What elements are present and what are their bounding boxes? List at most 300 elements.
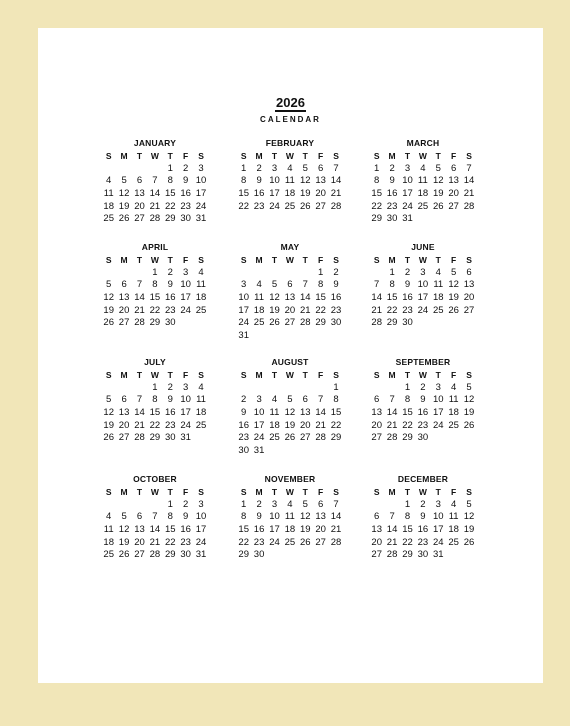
weekday-header: F [451,151,457,161]
day-cell: 29 [386,317,398,329]
day-grid [369,369,477,445]
day-cell: 24 [432,419,444,431]
day-cell: 18 [103,536,114,548]
day-cell: 10 [238,292,249,304]
day-cell: 13 [371,407,382,419]
day-cell: 27 [134,549,145,561]
day-cell: 21 [386,536,398,548]
day-cell: 16 [180,524,191,536]
weekday-header: T [404,370,411,380]
day-cell: 6 [121,394,127,406]
day-cell: 26 [463,419,475,431]
weekday-header: S [240,487,247,497]
day-cell: 13 [118,407,130,419]
day-cell: 17 [238,304,249,316]
day-cell: 29 [238,549,249,561]
day-cell: 20 [371,536,382,548]
month-name: DECEMBER [397,474,449,484]
weekday-header: M [255,370,263,380]
day-cell: 11 [448,394,459,406]
day-cell: 13 [315,511,326,523]
month-name: MAY [280,242,300,252]
day-grid [369,486,477,562]
day-cell: 21 [134,419,145,431]
empty-day-cell [313,382,328,395]
day-cell: 10 [432,394,444,406]
weekday-header: S [198,151,204,161]
day-cell: 4 [198,381,204,393]
day-cell: 6 [136,511,143,523]
day-cell: 2 [167,266,173,278]
day-cell: 6 [318,162,324,174]
day-cell: 31 [195,549,207,561]
day-cell: 29 [402,549,413,561]
weekday-header: M [388,370,396,380]
day-cell: 9 [420,511,426,523]
day-cell: 9 [183,511,189,523]
day-cell: 24 [180,419,191,431]
day-cell: 19 [299,524,311,536]
month-name: APRIL [141,242,169,252]
day-grid [236,486,344,562]
day-cell: 25 [103,213,114,225]
weekday-header: T [167,370,173,380]
day-cell: 29 [402,432,413,444]
day-cell: 5 [435,162,441,174]
day-cell: 14 [299,292,311,304]
day-cell: 17 [253,419,265,431]
day-cell: 24 [238,317,249,329]
day-cell: 28 [134,432,145,444]
day-cell: 21 [299,304,311,316]
day-cell: 23 [164,304,176,316]
day-cell: 13 [134,524,145,536]
day-cell: 16 [180,188,191,200]
day-cell: 19 [463,524,475,536]
day-cell: 15 [164,524,176,536]
day-cell: 7 [333,162,339,174]
month-march [369,138,477,226]
day-cell: 21 [149,536,161,548]
weekday-header: T [404,151,411,161]
day-cell: 8 [152,394,158,406]
day-cell: 15 [238,188,249,200]
day-cell: 25 [195,304,207,316]
day-cell: 10 [269,511,280,523]
day-cell: 2 [420,498,426,510]
day-cell: 8 [404,394,411,406]
day-cell: 16 [238,419,249,431]
day-cell: 11 [448,511,459,523]
day-cell: 28 [386,432,398,444]
day-cell: 6 [374,511,380,523]
day-cell: 1 [152,266,158,278]
day-cell: 10 [269,175,280,187]
day-cell: 5 [466,381,472,393]
day-cell: 28 [315,432,326,444]
day-cell: 23 [180,200,191,212]
day-cell: 13 [284,292,296,304]
day-cell: 29 [371,213,382,225]
empty-day-cell [298,267,313,280]
day-cell: 16 [164,292,176,304]
day-cell: 5 [302,162,308,174]
day-cell: 9 [167,279,173,291]
day-cell: 12 [118,188,130,200]
weekday-header: T [404,255,411,265]
day-cell: 12 [103,292,114,304]
weekday-header: T [271,255,278,265]
day-cell: 3 [435,381,441,393]
day-cell: 2 [241,394,247,406]
day-cell: 24 [402,200,413,212]
day-cell: 12 [448,279,459,291]
weekday-header: T [167,151,173,161]
day-cell: 18 [417,188,429,200]
day-cell: 10 [195,511,207,523]
day-cell: 1 [241,498,247,510]
day-cell: 16 [330,292,342,304]
day-cell: 19 [118,200,130,212]
day-cell: 13 [315,175,326,187]
day-cell: 23 [330,304,342,316]
empty-day-cell [101,163,116,176]
day-cell: 19 [118,536,130,548]
day-cell: 27 [315,536,326,548]
weekday-header: S [466,370,472,380]
day-cell: 12 [118,524,130,536]
day-cell: 18 [284,188,296,200]
day-cell: 23 [402,304,413,316]
day-cell: 20 [315,188,326,200]
day-cell: 21 [463,188,475,200]
weekday-header: T [167,255,173,265]
empty-day-cell [384,382,399,395]
weekday-header: S [466,487,472,497]
day-grid [236,150,344,213]
weekday-header: W [150,255,159,265]
weekday-header: W [418,370,427,380]
day-cell: 22 [164,536,176,548]
weekday-header: W [150,487,159,497]
weekday-header: S [105,255,112,265]
day-cell: 18 [448,524,459,536]
day-grid [101,369,209,445]
weekday-header: T [302,151,308,161]
day-cell: 3 [198,498,204,510]
day-cell: 2 [256,162,262,174]
day-cell: 21 [134,304,145,316]
day-cell: 19 [284,419,296,431]
month-name: JUNE [411,242,435,252]
empty-day-cell [236,382,251,395]
weekday-header: T [271,151,278,161]
weekday-header: S [198,255,204,265]
weekday-header: S [373,151,380,161]
day-cell: 20 [371,419,382,431]
empty-day-cell [251,382,266,395]
weekday-header: S [333,370,339,380]
month-august [236,357,344,458]
day-cell: 30 [164,432,176,444]
month-name: SEPTEMBER [395,357,451,367]
day-cell: 9 [333,279,339,291]
day-cell: 12 [284,407,296,419]
weekday-header: T [136,487,143,497]
day-cell: 8 [152,279,158,291]
day-cell: 23 [417,419,429,431]
day-cell: 15 [386,292,398,304]
day-cell: 12 [463,394,475,406]
empty-day-cell [132,499,147,512]
day-cell: 26 [463,536,475,548]
day-cell: 29 [330,432,342,444]
weekday-header: W [285,255,294,265]
day-cell: 26 [118,213,130,225]
weekday-header: T [271,487,278,497]
weekday-header: T [435,151,441,161]
empty-day-cell [236,267,251,280]
weekday-header: S [373,370,380,380]
day-cell: 7 [136,279,143,291]
day-cell: 20 [284,304,296,316]
weekday-header: T [271,370,278,380]
day-cell: 2 [420,381,426,393]
month-june [369,242,477,330]
day-cell: 26 [269,317,280,329]
day-cell: 3 [241,279,247,291]
weekday-header: F [183,255,189,265]
day-cell: 17 [402,188,413,200]
empty-day-cell [116,163,131,176]
day-cell: 19 [269,304,280,316]
day-cell: 7 [302,279,308,291]
day-cell: 5 [287,394,293,406]
month-december [369,474,477,562]
day-cell: 28 [149,549,161,561]
day-cell: 8 [318,279,324,291]
day-cell: 13 [299,407,311,419]
day-cell: 25 [269,432,280,444]
empty-day-cell [282,382,297,395]
day-cell: 1 [404,381,411,393]
day-cell: 22 [238,536,249,548]
day-cell: 10 [432,511,444,523]
day-cell: 7 [136,394,143,406]
day-cell: 16 [417,407,429,419]
day-cell: 20 [134,200,145,212]
weekday-header: T [404,487,411,497]
weekday-header: M [255,255,263,265]
day-cell: 16 [164,407,176,419]
month-april [101,242,209,330]
day-cell: 5 [451,266,457,278]
day-cell: 30 [386,213,398,225]
day-cell: 25 [417,200,429,212]
day-cell: 1 [374,162,380,174]
weekday-header: M [388,487,396,497]
day-cell: 1 [152,381,158,393]
day-cell: 24 [269,200,280,212]
day-cell: 10 [402,175,413,187]
day-cell: 19 [103,304,114,316]
day-cell: 8 [167,511,173,523]
day-cell: 11 [196,394,206,406]
empty-day-cell [147,499,162,512]
day-cell: 14 [330,175,342,187]
day-cell: 30 [238,445,249,457]
day-cell: 26 [299,200,311,212]
day-cell: 4 [271,394,278,406]
empty-day-cell [147,163,162,176]
day-cell: 15 [149,292,161,304]
day-cell: 15 [164,188,176,200]
day-cell: 29 [315,317,326,329]
day-cell: 31 [180,432,191,444]
weekday-header: T [435,255,441,265]
day-cell: 27 [284,317,296,329]
weekday-header: F [318,255,324,265]
day-cell: 26 [103,317,114,329]
day-cell: 23 [180,536,191,548]
day-cell: 3 [420,266,426,278]
day-cell: 25 [103,549,114,561]
empty-day-cell [369,267,384,280]
day-cell: 4 [106,511,112,523]
day-cell: 9 [404,279,411,291]
weekday-header: S [333,151,339,161]
day-cell: 29 [149,432,161,444]
day-cell: 27 [463,304,475,316]
weekday-header: M [120,255,128,265]
month-name: AUGUST [271,357,309,367]
day-cell: 19 [463,407,475,419]
month-february [236,138,344,213]
day-cell: 22 [371,200,382,212]
weekday-header: M [255,151,263,161]
day-cell: 21 [386,419,398,431]
day-cell: 7 [389,394,395,406]
month-name: JULY [144,357,166,367]
month-name: MARCH [406,138,440,148]
weekday-header: F [183,370,189,380]
day-grid [101,254,209,330]
weekday-header: W [285,370,294,380]
day-cell: 16 [253,188,265,200]
weekday-header: S [198,487,204,497]
day-cell: 23 [238,432,249,444]
day-cell: 4 [435,266,441,278]
day-cell: 7 [152,511,158,523]
empty-day-cell [267,267,282,280]
day-cell: 30 [180,549,191,561]
day-cell: 15 [330,407,342,419]
day-cell: 8 [167,175,173,187]
weekday-header: S [105,151,112,161]
day-cell: 5 [106,279,112,291]
day-cell: 11 [284,175,295,187]
weekday-header: S [105,370,112,380]
day-cell: 4 [451,498,457,510]
day-cell: 9 [167,394,173,406]
day-cell: 21 [315,419,326,431]
day-grid [369,254,477,330]
day-cell: 5 [466,498,472,510]
day-cell: 11 [433,279,444,291]
weekday-header: F [318,487,324,497]
day-cell: 28 [386,549,398,561]
day-cell: 24 [253,432,265,444]
day-cell: 19 [448,292,459,304]
weekday-header: T [302,255,308,265]
day-cell: 18 [432,292,444,304]
day-cell: 9 [241,407,247,419]
day-cell: 4 [451,381,457,393]
day-cell: 15 [371,188,382,200]
day-cell: 1 [318,266,324,278]
day-cell: 25 [448,419,459,431]
month-november [236,474,344,562]
weekday-header: W [150,151,159,161]
empty-day-cell [132,267,147,280]
weekday-header: S [466,151,472,161]
day-cell: 23 [164,419,176,431]
weekday-header: M [388,255,396,265]
day-cell: 14 [386,407,398,419]
day-cell: 1 [167,162,173,174]
day-grid [369,150,477,226]
day-cell: 22 [402,419,413,431]
month-name: OCTOBER [133,474,177,484]
weekday-header: S [333,487,339,497]
day-cell: 12 [299,511,311,523]
day-cell: 19 [103,419,114,431]
month-name: FEBRUARY [265,138,315,148]
empty-day-cell [251,267,266,280]
day-cell: 6 [287,279,293,291]
day-cell: 18 [269,419,280,431]
day-cell: 31 [253,445,265,457]
weekday-header: T [302,370,308,380]
month-name: JANUARY [133,138,177,148]
day-cell: 22 [386,304,398,316]
day-cell: 17 [417,292,429,304]
empty-day-cell [101,499,116,512]
day-cell: 23 [253,200,265,212]
day-cell: 30 [164,317,176,329]
day-cell: 5 [302,498,308,510]
day-cell: 25 [448,536,459,548]
calendar-page [38,28,543,683]
day-cell: 22 [149,419,161,431]
weekday-header: T [435,487,441,497]
day-cell: 27 [371,549,382,561]
day-cell: 27 [315,200,326,212]
day-cell: 17 [432,407,444,419]
day-cell: 11 [417,175,428,187]
day-grid [236,254,344,343]
day-cell: 9 [389,175,395,187]
day-cell: 14 [371,292,382,304]
empty-day-cell [116,267,131,280]
day-cell: 3 [183,266,189,278]
day-cell: 18 [284,524,296,536]
day-cell: 3 [183,381,189,393]
day-cell: 21 [149,200,161,212]
day-cell: 5 [106,394,112,406]
day-cell: 10 [180,279,191,291]
weekday-header: W [150,370,159,380]
